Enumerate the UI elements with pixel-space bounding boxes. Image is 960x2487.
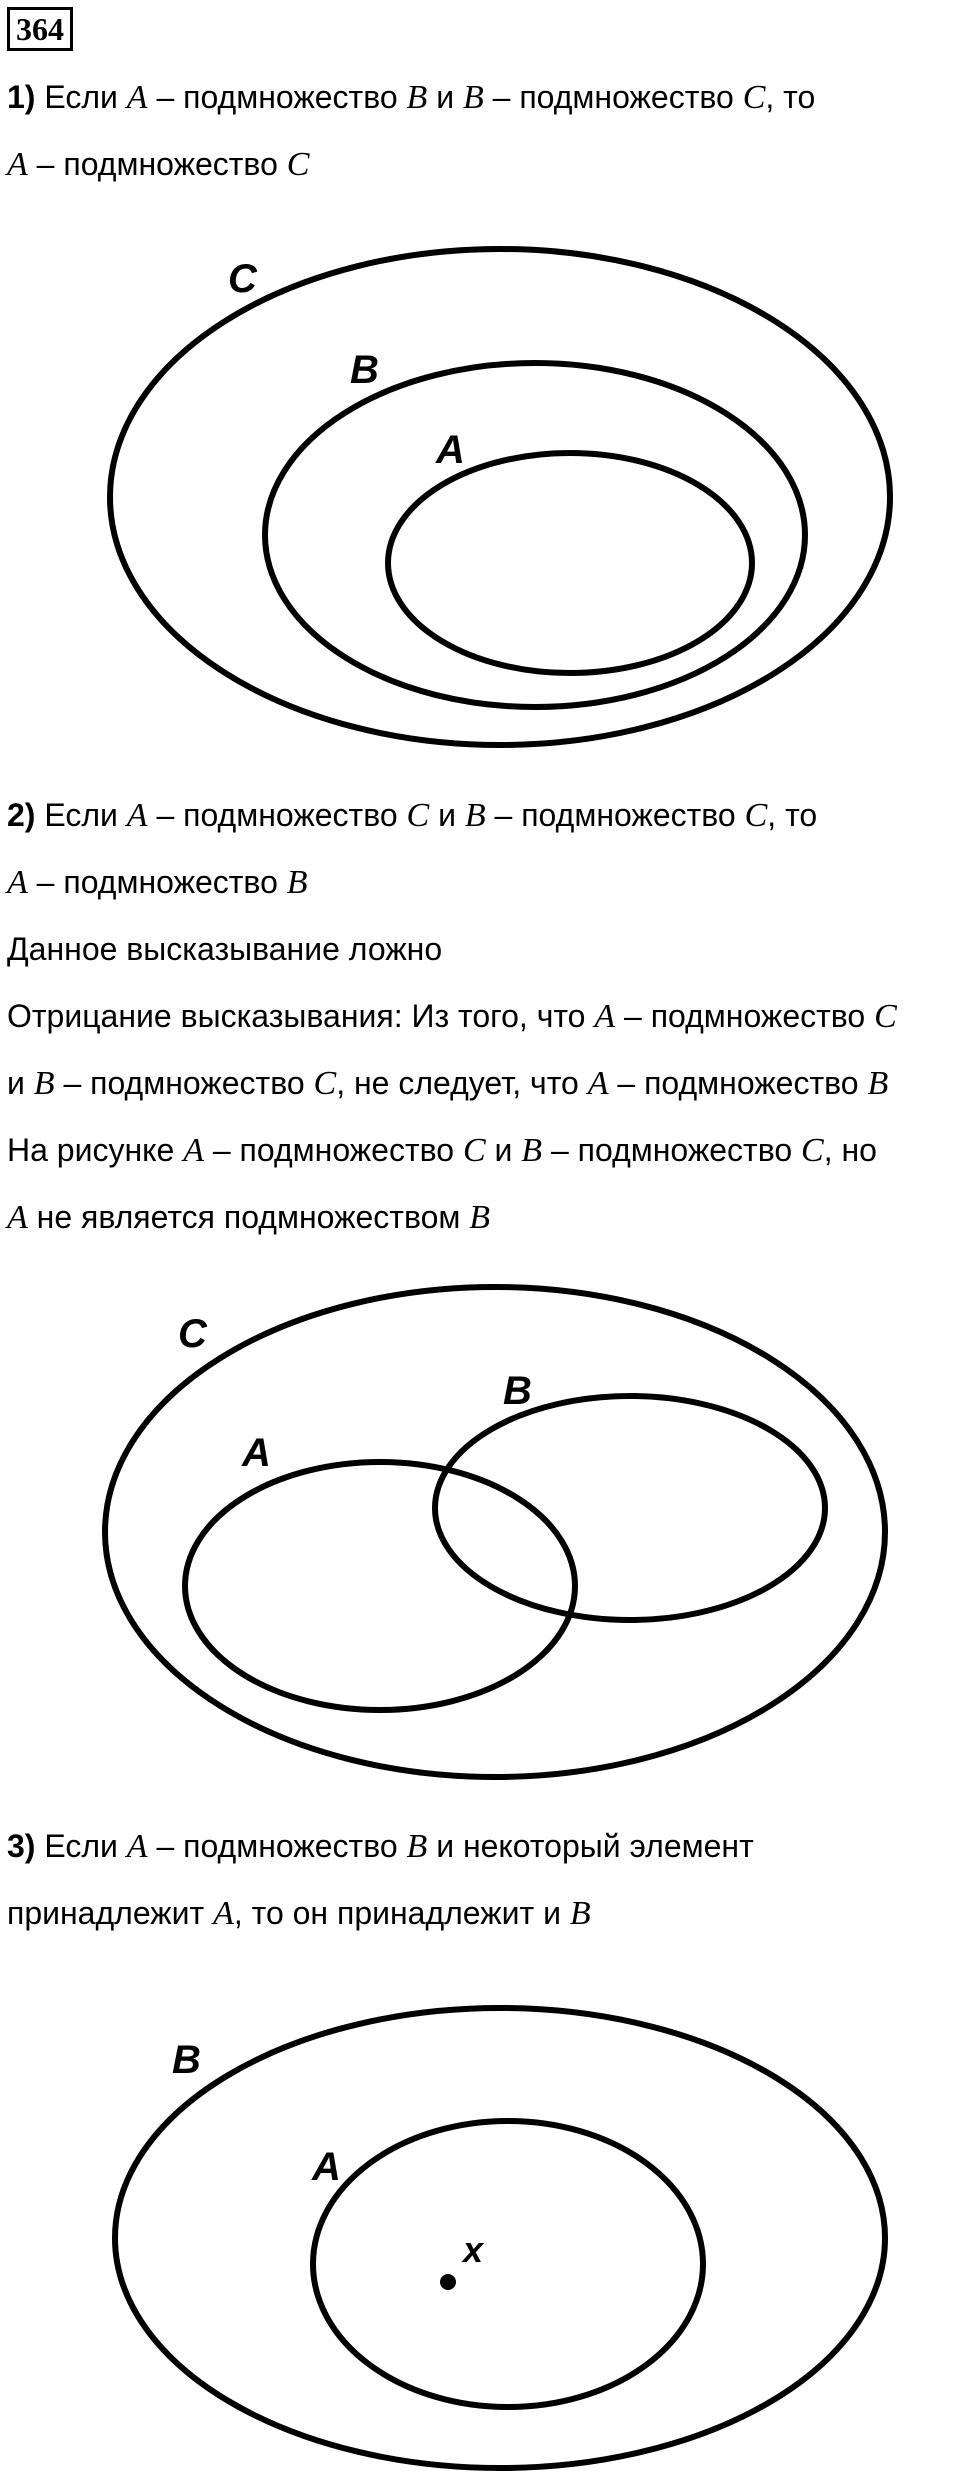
set-c-ellipse — [105, 1287, 885, 1777]
var-a: A — [183, 1132, 204, 1169]
part3-statement-line2 — [7, 1893, 591, 1934]
var-b: B — [521, 1132, 543, 1169]
var-c: C — [313, 1065, 337, 1102]
var-b: B — [464, 797, 486, 834]
part1-number: 1) — [7, 79, 36, 115]
set-b-label: B — [172, 2038, 201, 2082]
part2-text: и — [438, 797, 456, 833]
part1-text: – подмножество — [156, 79, 398, 115]
var-c: C — [801, 1132, 824, 1169]
part1-text: и — [436, 79, 455, 115]
part2-text: – подмножество — [36, 864, 278, 900]
part2-text: – подмножество — [617, 1065, 859, 1101]
part2-text: , не следует, что — [336, 1065, 579, 1101]
part2-text: не является подмножеством — [36, 1199, 461, 1235]
part2-text: – подмножество — [156, 797, 398, 833]
set-a-ellipse — [185, 1462, 575, 1710]
var-c: C — [874, 998, 897, 1035]
var-b: B — [569, 1895, 591, 1932]
problem-number: 364 — [7, 7, 73, 51]
part2-negation-line1 — [7, 996, 897, 1037]
part2-false-statement — [7, 929, 442, 969]
part3-text: принадлежит — [7, 1895, 205, 1931]
part2-statement-line2 — [7, 862, 308, 903]
var-b: B — [462, 79, 484, 116]
var-c: C — [742, 79, 766, 116]
part2-negation-line2 — [7, 1063, 888, 1104]
var-a: A — [126, 797, 148, 834]
part1-text: , то — [765, 79, 816, 115]
part3-text: , то он принадлежит и — [233, 1895, 561, 1931]
var-a: A — [7, 864, 28, 901]
var-b: B — [469, 1199, 491, 1236]
set-c-ellipse — [110, 249, 890, 745]
set-b-ellipse — [435, 1396, 825, 1620]
set-b-ellipse — [115, 2008, 885, 2468]
part2-text: На рисунке — [7, 1132, 175, 1168]
var-b: B — [286, 864, 308, 901]
var-a: A — [594, 998, 616, 1035]
set-a-ellipse — [313, 2121, 703, 2407]
set-b-ellipse — [265, 363, 805, 707]
set-a-label: A — [242, 1431, 271, 1475]
part1-text: – подмножество — [36, 146, 278, 182]
set-b-label: B — [350, 348, 379, 392]
part3-text: Если — [44, 1828, 118, 1864]
part1-statement-line1 — [7, 77, 815, 118]
var-c: C — [406, 797, 430, 834]
set-a-label: A — [312, 2145, 341, 2189]
part3-text: – подмножество — [156, 1828, 398, 1864]
part2-number: 2) — [7, 797, 36, 833]
part3-number: 3) — [7, 1828, 36, 1864]
part2-text: – подмножество — [624, 998, 866, 1034]
element-x-point — [440, 2274, 456, 2290]
part2-text: – подмножество — [63, 1065, 305, 1101]
part1-statement-line2 — [7, 144, 309, 185]
part2-text: Данное высказывание ложно — [7, 931, 443, 967]
set-b-label: B — [503, 1369, 532, 1413]
var-a: A — [7, 146, 28, 183]
part2-text: и — [494, 1132, 513, 1168]
part2-statement-line1 — [7, 795, 817, 836]
part3-text: и некоторый элемент — [436, 1828, 754, 1864]
part2-text: – подмножество — [212, 1132, 455, 1168]
set-c-label: C — [228, 257, 257, 301]
part2-text: – подмножество — [550, 1132, 793, 1168]
set-c-label: C — [178, 1312, 207, 1356]
part1-text: Если — [44, 79, 118, 115]
part2-euler-diagram — [0, 1280, 960, 1800]
part2-text: , но — [823, 1132, 877, 1168]
var-a: A — [7, 1199, 28, 1236]
var-c: C — [462, 1132, 486, 1169]
element-x-label: x — [463, 2229, 484, 2270]
var-a: A — [126, 79, 148, 116]
part1-text: – подмножество — [492, 79, 734, 115]
var-b: B — [406, 79, 428, 116]
part1-euler-diagram — [0, 240, 960, 760]
part2-text: Если — [44, 797, 118, 833]
var-b: B — [33, 1065, 55, 1102]
var-a: A — [126, 1828, 148, 1865]
set-a-label: A — [436, 428, 465, 472]
var-b: B — [867, 1065, 889, 1102]
part2-figure-line1 — [7, 1130, 877, 1171]
part3-statement-line1 — [7, 1826, 754, 1867]
var-c: C — [286, 146, 310, 183]
set-a-ellipse — [388, 453, 752, 673]
var-b: B — [406, 1828, 428, 1865]
part2-text: , то — [767, 797, 818, 833]
var-a: A — [587, 1065, 609, 1102]
var-a: A — [213, 1895, 234, 1932]
part2-figure-line2 — [7, 1197, 490, 1238]
var-c: C — [744, 797, 768, 834]
part2-text: и — [7, 1065, 25, 1101]
part3-euler-diagram — [0, 1990, 960, 2487]
part2-text: Отрицание высказывания: Из того, что — [7, 998, 586, 1034]
part2-text: – подмножество — [494, 797, 736, 833]
